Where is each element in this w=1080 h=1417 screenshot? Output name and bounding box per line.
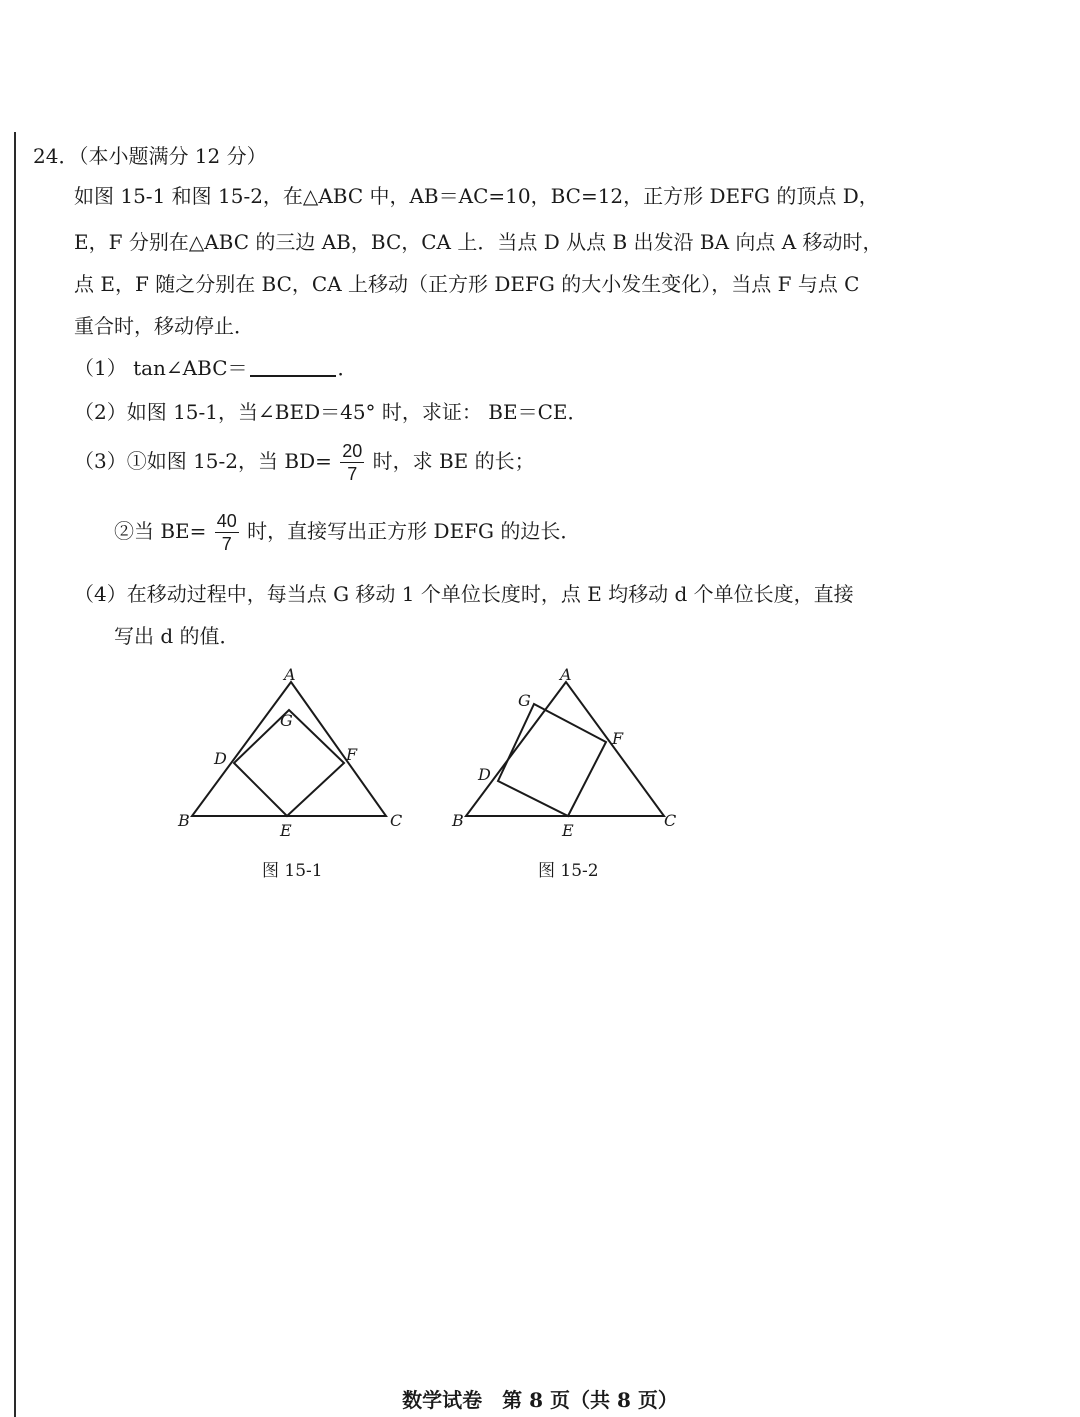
stem-line-3: 点 E，F 随之分别在 BC，CA 上移动（正方形 DEFG 的大小发生变化），当点 F 与点 C xyxy=(74,272,860,296)
triangle-abc xyxy=(466,682,664,816)
part-1-suffix: ． xyxy=(337,356,358,380)
part-3-2-prefix: ②当 BE= xyxy=(114,519,207,543)
part-3-1-suffix: 时，求 BE 的长； xyxy=(372,449,535,473)
label-g: G xyxy=(280,711,293,730)
part-3-2-suffix: 时，直接写出正方形 DEFG 的边长． xyxy=(247,519,581,543)
label-d: D xyxy=(478,765,491,784)
page-footer: 数学试卷 第 8 页（共 8 页） xyxy=(402,1388,678,1412)
part-3-2 xyxy=(114,510,580,555)
fraction-numerator: 40 xyxy=(216,511,237,531)
part-1 xyxy=(74,352,358,381)
label-a: A xyxy=(284,665,296,684)
figure-15-1 xyxy=(168,660,418,845)
label-f: F xyxy=(346,745,358,764)
part-2: （2）如图 15-1，当∠BED＝45° 时，求证： BE＝CE． xyxy=(74,400,588,424)
figure-15-1-caption: 图 15-1 xyxy=(262,861,323,881)
figure-15-2 xyxy=(446,660,696,845)
fraction-be xyxy=(215,510,239,555)
stem-line-4: 重合时，移动停止． xyxy=(74,314,254,338)
part-4-line-2: 写出 d 的值． xyxy=(114,624,240,648)
question-header: 24．（本小题满分 12 分） xyxy=(33,144,267,168)
fraction-numerator: 20 xyxy=(342,441,363,461)
fraction-bd xyxy=(340,440,364,485)
stem-line-1: 如图 15-1 和图 15-2，在△ABC 中，AB＝AC=10，BC=12，正方形 DEFG 的顶点 D， xyxy=(74,184,879,208)
fraction-denominator: 7 xyxy=(347,464,358,484)
label-b: B xyxy=(452,811,464,830)
figure-15-2-caption: 图 15-2 xyxy=(538,861,599,881)
label-a: A xyxy=(560,665,572,684)
page-margin-rule xyxy=(14,132,16,1417)
square-defg xyxy=(498,704,606,816)
part-3-1-prefix: （3）①如图 15-2，当 BD= xyxy=(74,449,332,473)
part-4-line-1: （4）在移动过程中，每当点 G 移动 1 个单位长度时，点 E 均移动 d 个单位长度，直接 xyxy=(74,582,854,606)
label-d: D xyxy=(214,749,227,768)
label-c: C xyxy=(390,811,403,830)
fraction-denominator: 7 xyxy=(221,534,232,554)
part-1-text: （1） tan∠ABC＝ xyxy=(74,356,248,380)
answer-blank xyxy=(250,359,336,377)
label-g: G xyxy=(518,691,531,710)
part-3-1 xyxy=(74,440,535,485)
label-b: B xyxy=(178,811,190,830)
label-f: F xyxy=(612,729,624,748)
label-e: E xyxy=(280,821,292,840)
label-c: C xyxy=(664,811,677,830)
stem-line-2: E，F 分别在△ABC 的三边 AB，BC，CA 上．当点 D 从点 B 出发沿 BA 向点 A 移动时， xyxy=(74,230,883,254)
label-e: E xyxy=(562,821,574,840)
